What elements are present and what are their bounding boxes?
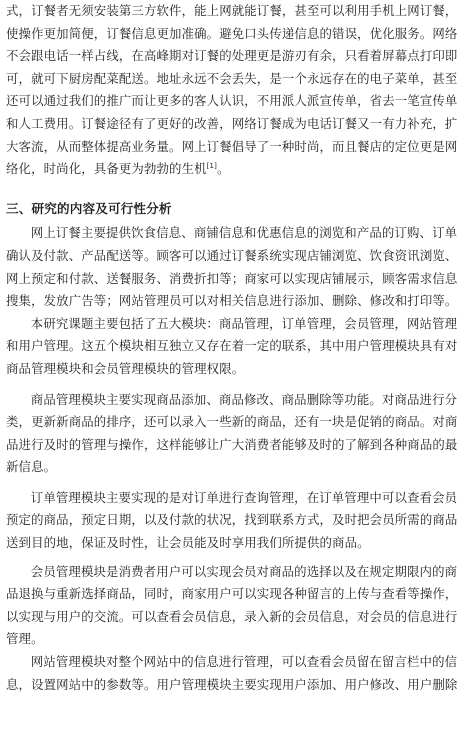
order-module-paragraph: 订单管理模块主要实现的是对订单进行查询管理，在订单管理中可以查看会员预定的商品，预定日期，以及付款的状况，找到联系方式，及时把会员所需的商品送到目的地，保证及时性，让会员能及时享用我们所提供的商品。 [6, 489, 458, 551]
intro-paragraph-end: 。 [217, 161, 230, 177]
document-body [6, 0, 468, 696]
paragraph-spacer [6, 479, 468, 487]
paragraph-spacer [6, 381, 468, 389]
site-module-paragraph: 网站管理模块对整个网站中的信息进行管理，可以查看会员留在留言栏中的信息，设置网站中的参数等。用户管理模块主要实现用户添加、用户修改、用户删除 [6, 654, 458, 692]
modules-paragraph: 本研究课题主要包括了五大模块：商品管理，订单管理，会员管理，网站管理和用户管理。这五个模块相互独立又存在着一定的联系，其中用户管理模块具有对商品管理模块和会员管理模块的管理权限。 [6, 315, 458, 376]
product-module-paragraph: 商品管理模块主要实现商品添加、商品修改、商品删除等功能。对商品进行分类，更新新商品的排序，还可以录入一些新的商品，还有一块是促销的商品。对商品进行及时的管理与操作，这样能够让广大消费者能够及时的了解到各种商品的最新信息。 [6, 391, 458, 475]
citation-marker: [1] [206, 162, 218, 171]
overview-paragraph: 网上订餐主要提供饮食信息、商铺信息和优惠信息的浏览和产品的订购、订单确认及付款、产品配送等。顾客可以通过订餐系统实现店铺浏览、饮食资讯浏览、网上预定和付款、送餐服务、消费折扣等；商家可以实现店铺展示，顾客需求信息搜集，发放广告等；网站管理员可以对相关信息进行添加、删除、修改和打印等。 [6, 225, 458, 309]
intro-paragraph-text: 式，订餐者无须安装第三方软件，能上网就能订餐，甚至可以利用手机上网订餐，使操作更加简便，订餐信息更加准确。避免口头传递信息的错误，优化服务。网络不会跟电话一样占线，在高峰期对订餐的处理更是游刃有余，只看着屏幕点打印即可，就可下厨房配菜配送。地址永远不会丢失，是一个永远存在的电子菜单，甚至还可以通过我们的推广而让更多的客人认识，不用派人派宣传单，省去一笔宣传单和人工费用。订餐途径有了更好的改善，网络订餐成为电话订餐又一有力补充，扩大客流，从而整体提高业务量。网上订餐倡导了一种时尚，而且餐店的定位更是网络化，时尚化，具备更为勃勃的生机 [6, 3, 458, 177]
intro-paragraph [6, 0, 468, 181]
section-heading: 三、研究的内容及可行性分析 [6, 200, 172, 216]
member-module-paragraph: 会员管理模块是消费者用户可以实现会员对商品的选择以及在规定期限内的商品退换与重新选择商品，同时，商家用户可以实现各种留言的上传与查看等操作，以实现与用户的交流。可以查看会员信息，录入新的会员信息，对会员的信息进行管理。 [6, 563, 458, 647]
